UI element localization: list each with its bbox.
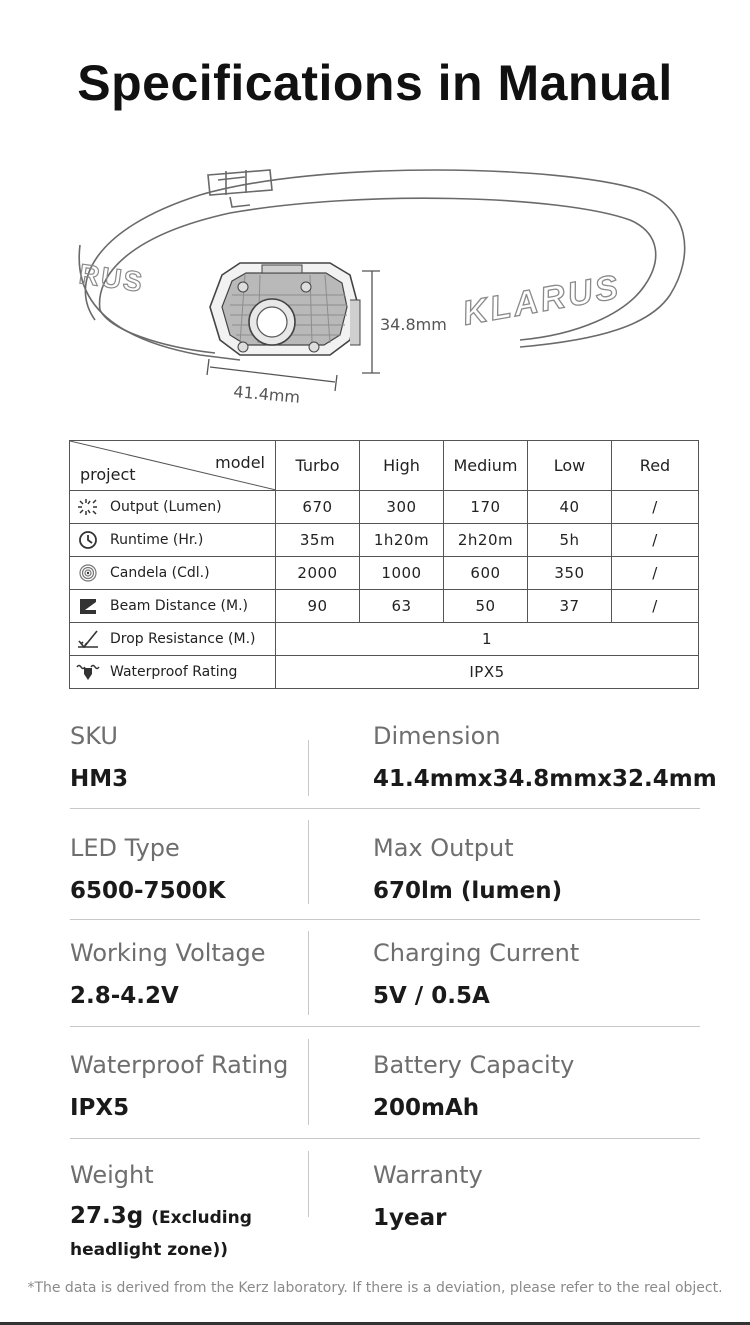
detail-working-voltage — [70, 939, 310, 1009]
table-cell: / — [612, 557, 699, 590]
strap-brand-right: KLARUS — [459, 267, 624, 333]
detail-label: Working Voltage — [70, 939, 266, 967]
spec-table — [69, 440, 699, 689]
row-label: Waterproof Rating — [70, 656, 276, 689]
table-header-row — [70, 441, 699, 491]
table-cell: 170 — [444, 491, 528, 524]
detail-value: 27.3g (Excluding headlight zone)) — [70, 1203, 252, 1260]
page-title: Specifications in Manual — [77, 55, 673, 111]
detail-label: Warranty — [373, 1161, 483, 1189]
table-cell-merged: IPX5 — [276, 656, 699, 689]
corner-project-label: project — [80, 465, 136, 484]
table-row — [70, 623, 699, 656]
detail-value: 6500-7500K — [70, 878, 226, 904]
detail-value: 2.8-4.2V — [70, 983, 179, 1009]
detail-charging-current — [373, 939, 703, 1009]
detail-label: SKU — [70, 722, 118, 750]
detail-value: 5V / 0.5A — [373, 983, 490, 1009]
table-cell: 40 — [528, 491, 612, 524]
column-header: Turbo — [276, 441, 360, 491]
detail-value: IPX5 — [70, 1095, 130, 1121]
table-row — [70, 656, 699, 689]
detail-battery-capacity — [373, 1051, 703, 1121]
table-corner-cell — [70, 441, 276, 491]
row-label: Runtime (Hr.) — [70, 524, 276, 557]
detail-weight — [70, 1161, 300, 1265]
table-cell-merged: 1 — [276, 623, 699, 656]
table-cell: 2h20m — [444, 524, 528, 557]
table-cell: 1000 — [360, 557, 444, 590]
strap-brand-left: RUS — [77, 258, 146, 299]
table-cell: 37 — [528, 590, 612, 623]
table-row — [70, 491, 699, 524]
detail-label: Dimension — [373, 722, 501, 750]
height-dimension-label: 34.8mm — [380, 315, 447, 334]
detail-value: 670lm (lumen) — [373, 878, 563, 904]
table-cell: / — [612, 590, 699, 623]
table-cell: 90 — [276, 590, 360, 623]
row-divider — [70, 1026, 700, 1027]
row-label: Beam Distance (M.) — [70, 590, 276, 623]
detail-label: Max Output — [373, 834, 514, 862]
table-cell: / — [612, 491, 699, 524]
row-divider — [70, 808, 700, 809]
detail-dimension — [373, 722, 717, 792]
detail-value: 200mAh — [373, 1095, 480, 1121]
detail-label: Charging Current — [373, 939, 580, 967]
beam-icon — [76, 596, 100, 616]
detail-value: 41.4mmx34.8mmx32.4mm — [373, 766, 717, 792]
headlamp-illustration — [0, 135, 750, 435]
lamp-body — [210, 263, 360, 355]
table-cell: 63 — [360, 590, 444, 623]
table-row — [70, 557, 699, 590]
column-divider — [308, 1151, 309, 1217]
detail-label: LED Type — [70, 834, 180, 862]
table-cell: 35m — [276, 524, 360, 557]
row-label: Output (Lumen) — [70, 491, 276, 524]
width-dimension-label: 41.4mm — [232, 382, 301, 407]
drop-icon — [76, 629, 100, 649]
table-cell: / — [612, 524, 699, 557]
detail-warranty — [373, 1161, 703, 1231]
column-header: Low — [528, 441, 612, 491]
column-header: Red — [612, 441, 699, 491]
table-cell: 300 — [360, 491, 444, 524]
table-row — [70, 524, 699, 557]
table-cell: 50 — [444, 590, 528, 623]
detail-label: Weight — [70, 1161, 154, 1189]
corner-model-label: model — [215, 453, 265, 472]
table-row — [70, 590, 699, 623]
detail-value: HM3 — [70, 766, 129, 792]
waterproof-icon — [76, 662, 100, 682]
row-label: Drop Resistance (M.) — [70, 623, 276, 656]
row-divider — [70, 1138, 700, 1139]
table-cell: 670 — [276, 491, 360, 524]
detail-value: 1year — [373, 1205, 447, 1231]
detail-waterproof-rating — [70, 1051, 310, 1121]
row-divider — [70, 919, 700, 920]
table-cell: 1h20m — [360, 524, 444, 557]
row-label: Candela (Cdl.) — [70, 557, 276, 590]
table-cell: 2000 — [276, 557, 360, 590]
output-icon — [76, 497, 100, 517]
detail-label: Battery Capacity — [373, 1051, 575, 1079]
table-cell: 350 — [528, 557, 612, 590]
target-icon — [76, 563, 100, 583]
table-cell: 5h — [528, 524, 612, 557]
detail-label: Waterproof Rating — [70, 1051, 289, 1079]
weight-note: (Excluding headlight zone)) — [70, 1208, 252, 1260]
detail-sku — [70, 722, 310, 792]
column-header: High — [360, 441, 444, 491]
table-cell: 600 — [444, 557, 528, 590]
column-header: Medium — [444, 441, 528, 491]
clock-icon — [76, 530, 100, 550]
footnote: *The data is derived from the Kerz laboratory. If there is a deviation, please refer to the real object. — [27, 1280, 723, 1296]
detail-led-type — [70, 834, 310, 904]
detail-max-output — [373, 834, 703, 904]
